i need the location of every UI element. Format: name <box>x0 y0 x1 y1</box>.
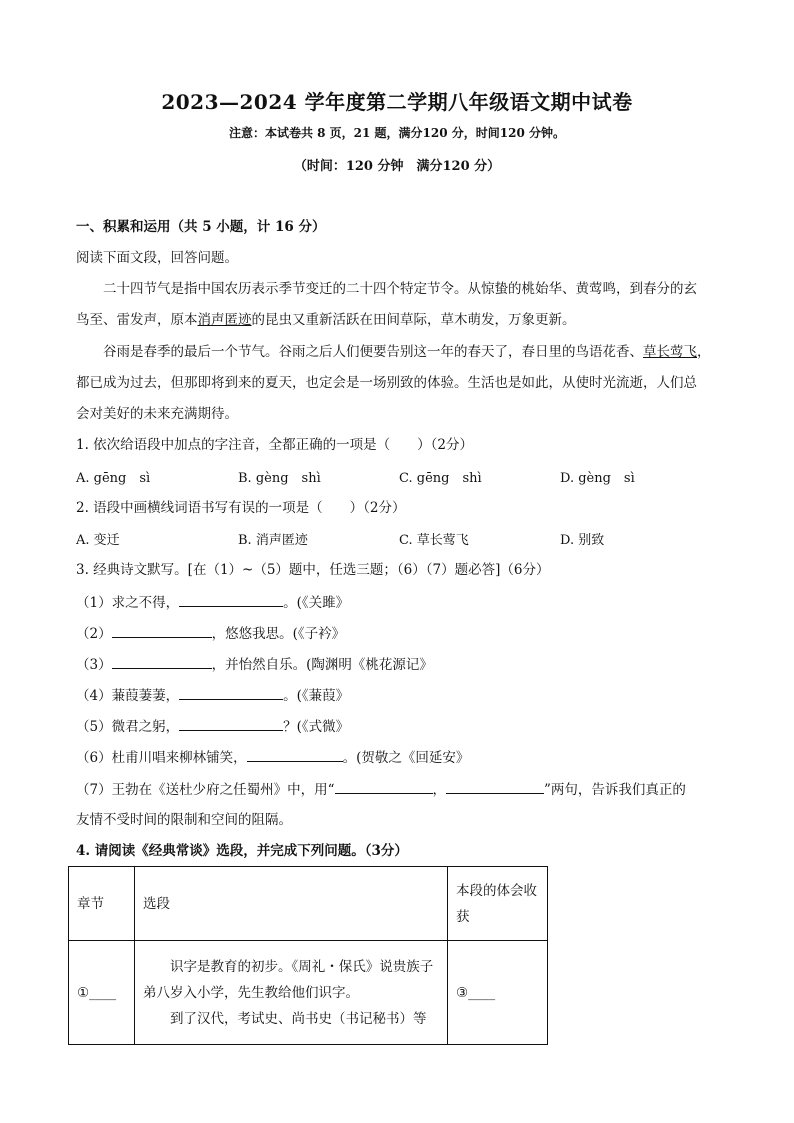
passage-p1-line2: 鸟至、雷发声，原本消声匿迹的昆虫又重新活跃在田间草际，草木萌发，万象更新。 <box>76 312 576 328</box>
excerpt-table <box>68 866 548 1045</box>
question-3-stem: 3. 经典诗文默写。[在（1）~（5）题中，任选三题；（6）（7）题必答]（6分） <box>76 562 550 578</box>
passage-p1-line1: 二十四节气是指中国农历表示季节变迁的二十四个特定节令。从惊蛰的桃始华、黄莺鸣，到春分的玄 <box>103 281 697 297</box>
answer-blank[interactable] <box>446 779 544 794</box>
answer-blank[interactable] <box>179 592 283 607</box>
exam-time-score: （时间：120 分钟 满分120 分） <box>293 159 501 174</box>
passage-p2-line2: 都已成为过去，但那即将到来的夏天，也定会是一场别致的体验。生活也是如此，从使时光流逝，人们总 <box>76 375 697 391</box>
q1-option-c[interactable]: C. gēng shì <box>399 471 482 486</box>
question-4-stem: 4. 请阅读《经典常谈》选段，并完成下列问题。（3分） <box>76 843 408 859</box>
exam-title: 2023—2024 学年度第二学期八年级语文期中试卷 <box>161 90 633 114</box>
answer-blank[interactable] <box>112 623 212 638</box>
underlined-word: 草长莺飞 <box>643 344 697 360</box>
header-chapter: 章节 <box>69 867 135 941</box>
reading-intro: 阅读下面文段，回答问题。 <box>76 250 238 266</box>
exam-notice: 注意：本试卷共 8 页，21 题，满分120 分，时间120 分钟。 <box>228 126 566 140</box>
q3-item-3: （3） ，并怡然自乐。(陶渊明《桃花源记》 <box>76 654 721 675</box>
passage-p2-line1: 谷雨是春季的最后一个节气。谷雨之后人们便要告别这一年的春天了，春日里的鸟语花香、草长莺飞， <box>103 344 711 360</box>
q3-item-7: （7）王勃在《送杜少府之任蜀州》中，用“ ， ”两句，告诉我们真正的 <box>76 779 721 800</box>
excerpt-cell <box>135 941 448 1045</box>
q3-item-6: （6）杜甫川唱来柳林铺笑， 。(贺敬之《回延安》 <box>76 747 721 768</box>
question-1-options <box>76 467 721 487</box>
answer-blank[interactable] <box>247 747 343 762</box>
question-1-stem: 1. 依次给语段中加点的字注音，全都正确的一项是（ ）（2分） <box>76 437 474 453</box>
table-header-row <box>69 867 548 941</box>
answer-blank[interactable] <box>112 654 212 669</box>
q3-item-7-continued: 友情不受时间的限制和空间的阻隔。 <box>76 812 292 828</box>
q2-option-a[interactable]: A. 变迁 <box>76 533 120 548</box>
q3-item-2: （2） ，悠悠我思。(《子衿》 <box>76 623 721 644</box>
excerpt-paragraph-2: 到了汉代，考试史、尚书史（书记秘书）等 <box>170 1010 427 1027</box>
chapter-blank[interactable]: ①____ <box>69 941 135 1045</box>
excerpt-paragraph-1: 识字是教育的初步。《周礼・保氏》说贵族子弟八岁入小学，先生教给他们识字。 <box>143 958 434 1001</box>
section-heading: 一、积累和运用（共 5 小题，计 16 分） <box>76 219 326 235</box>
header-excerpt: 选段 <box>135 867 448 941</box>
q1-option-d[interactable]: D. gèng sì <box>560 471 635 486</box>
q1-option-a[interactable]: A. gēng sì <box>76 471 151 486</box>
question-2-stem: 2. 语段中画横线词语书写有误的一项是（ ）（2分） <box>76 500 406 516</box>
header-gain: 本段的体会收获 <box>448 867 548 941</box>
passage-p2-line3: 会对美好的未来充满期待。 <box>76 406 238 422</box>
q3-item-1: （1）求之不得， 。(《关雎》 <box>76 592 721 613</box>
q2-option-c[interactable]: C. 草长莺飞 <box>399 533 469 548</box>
answer-blank[interactable] <box>179 716 283 731</box>
answer-blank[interactable] <box>179 685 283 700</box>
gain-blank[interactable]: ③____ <box>448 941 548 1045</box>
table-row <box>69 941 548 1045</box>
q3-item-5: （5）微君之躬， ？(《式微》 <box>76 716 721 737</box>
question-2-options <box>76 529 721 549</box>
q1-option-b[interactable]: B. gèng shì <box>238 471 321 486</box>
q2-option-b[interactable]: B. 消声匿迹 <box>238 533 308 548</box>
q2-option-d[interactable]: D. 别致 <box>560 533 605 548</box>
underlined-word: 消声匿迹 <box>197 312 252 328</box>
q3-item-4: （4）蒹葭萋萋， 。(《蒹葭》 <box>76 685 721 706</box>
answer-blank[interactable] <box>335 779 433 794</box>
